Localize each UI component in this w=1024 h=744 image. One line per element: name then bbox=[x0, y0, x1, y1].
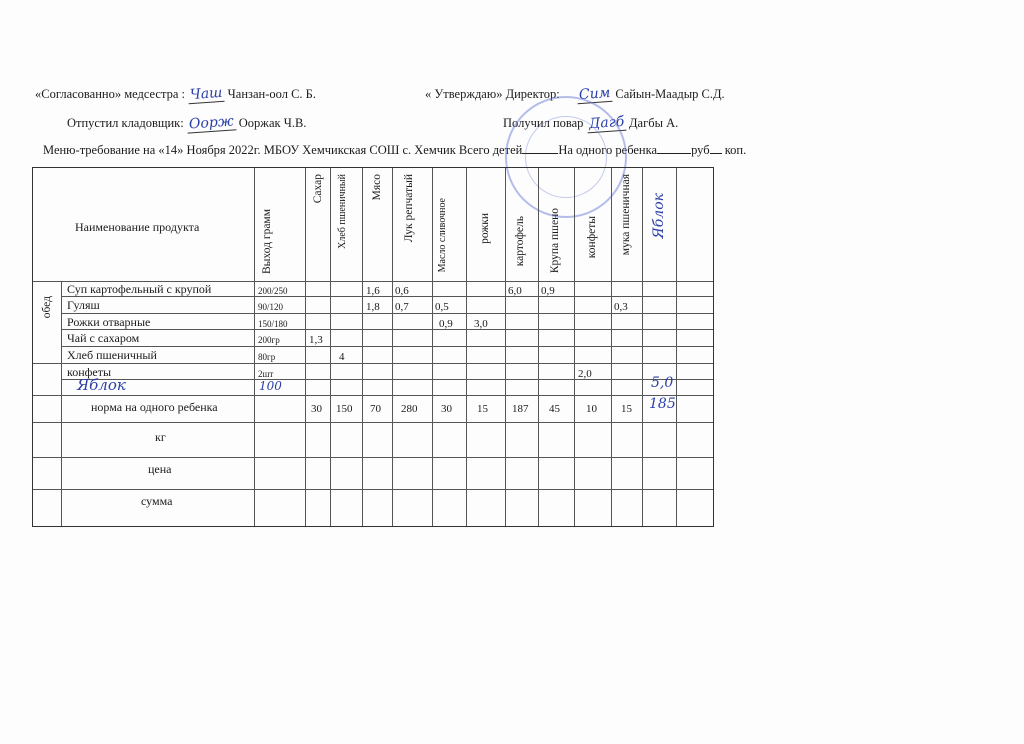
row-name-apples: Яблок bbox=[77, 376, 126, 394]
received-label: Получил повар bbox=[503, 116, 584, 130]
col-header-potato: картофель bbox=[514, 216, 526, 267]
row-portion-apples: 100 bbox=[259, 379, 282, 393]
norm-label: норма на одного ребенка bbox=[91, 400, 218, 414]
norm-meat: 70 bbox=[370, 403, 381, 415]
row-goulash-flour: 0,3 bbox=[614, 301, 628, 313]
col-header-sugar: Сахар bbox=[312, 174, 324, 204]
per-child-label: На одного ребенка bbox=[558, 143, 658, 157]
nurse-name: Чанзан-оол С. Б. bbox=[227, 87, 316, 101]
row-portion-pasta: 150/180 bbox=[258, 319, 288, 329]
cook-signature: Дагб bbox=[586, 114, 626, 134]
norm-pasta: 15 bbox=[477, 403, 488, 415]
row-portion-candy: 2шт bbox=[258, 369, 274, 379]
norm-bread: 150 bbox=[336, 403, 353, 415]
row-portion-soup: 200/250 bbox=[258, 286, 288, 296]
released-label: Отпустил кладовщик: bbox=[67, 116, 184, 130]
col-header-onion: Лук репчатый bbox=[403, 174, 415, 243]
price-label: цена bbox=[148, 462, 172, 476]
rub-label: руб bbox=[691, 143, 710, 157]
col-header-meat: Мясо bbox=[371, 174, 383, 201]
menu-line bbox=[43, 143, 746, 158]
norm-flour: 15 bbox=[621, 403, 632, 415]
row-pasta-pasta: 3,0 bbox=[474, 318, 488, 330]
row-soup-meat: 1,6 bbox=[366, 285, 380, 297]
director-name: Сайын-Маадыр С.Д. bbox=[615, 87, 725, 101]
row-soup-millet: 0,9 bbox=[541, 285, 555, 297]
agreed-label: «Согласованно» медсестра : bbox=[35, 87, 185, 101]
row-portion-tea: 200гр bbox=[258, 335, 280, 345]
product-name-header: Наименование продукта bbox=[75, 220, 200, 234]
row-soup-potato: 6,0 bbox=[508, 285, 522, 297]
col-header-millet: Крупа пшено bbox=[549, 208, 561, 274]
col-header-flour: мука пшеничная bbox=[620, 174, 632, 256]
row-name-soup: Суп картофельный с крупой bbox=[67, 282, 212, 296]
col-header-pasta: рожки bbox=[479, 213, 491, 244]
row-soup-onion: 0,6 bbox=[395, 285, 409, 297]
row-name-pasta: Рожки отварные bbox=[67, 315, 151, 329]
cook-name: Дагбы А. bbox=[629, 116, 679, 130]
norm-butter: 30 bbox=[441, 403, 452, 415]
norm-sugar: 30 bbox=[311, 403, 322, 415]
row-goulash-butter: 0,5 bbox=[435, 301, 449, 313]
col-header-apples: Яблок bbox=[651, 193, 667, 239]
kg-label: кг bbox=[155, 430, 166, 444]
portion-header: Выход грамм bbox=[261, 209, 273, 274]
row-apples-value: 5,0 bbox=[651, 375, 674, 391]
row-name-bread: Хлеб пшеничный bbox=[67, 348, 157, 362]
norm-apples: 185 bbox=[649, 396, 676, 412]
row-goulash-onion: 0,7 bbox=[395, 301, 409, 313]
sum-label: сумма bbox=[141, 494, 173, 508]
row-name-tea: Чай с сахаром bbox=[67, 331, 140, 345]
norm-candy: 10 bbox=[586, 403, 597, 415]
approve-label: « Утверждаю» Директор: bbox=[425, 87, 560, 101]
norm-potato: 187 bbox=[512, 403, 529, 415]
col-header-butter: Масло сливочное bbox=[437, 198, 448, 273]
row-bread-bread: 4 bbox=[339, 351, 345, 363]
row-candy-candy: 2,0 bbox=[578, 368, 592, 380]
row-goulash-meat: 1,8 bbox=[366, 301, 380, 313]
row-name-goulash: Гуляш bbox=[67, 298, 100, 312]
row-name-candy: конфеты bbox=[67, 365, 112, 379]
storekeeper-name: Ооржак Ч.В. bbox=[238, 116, 307, 130]
kop-label: коп. bbox=[724, 143, 747, 157]
agreed-line bbox=[35, 86, 316, 103]
menu-table bbox=[32, 167, 714, 527]
col-header-bread: Хлеб пшеничный bbox=[337, 174, 348, 249]
col-header-candy: конфеты bbox=[586, 216, 598, 259]
row-pasta-butter: 0,9 bbox=[439, 318, 453, 330]
storekeeper-signature: Оорж bbox=[186, 113, 236, 133]
row-portion-goulash: 90/120 bbox=[258, 302, 284, 312]
norm-onion: 280 bbox=[401, 403, 418, 415]
row-tea-sugar: 1,3 bbox=[309, 334, 323, 346]
meal-label: обед bbox=[41, 296, 53, 319]
norm-millet: 45 bbox=[549, 403, 560, 415]
row-portion-bread: 80гр bbox=[258, 352, 276, 362]
menu-text: Меню-требование на «14» Ноября 2022г. МБОУ Хемчикская СОШ с. Хемчик Всего детей bbox=[43, 143, 523, 157]
released-line bbox=[67, 115, 306, 132]
nurse-signature: Чаш bbox=[188, 85, 226, 105]
director-signature: Сим bbox=[576, 85, 612, 104]
